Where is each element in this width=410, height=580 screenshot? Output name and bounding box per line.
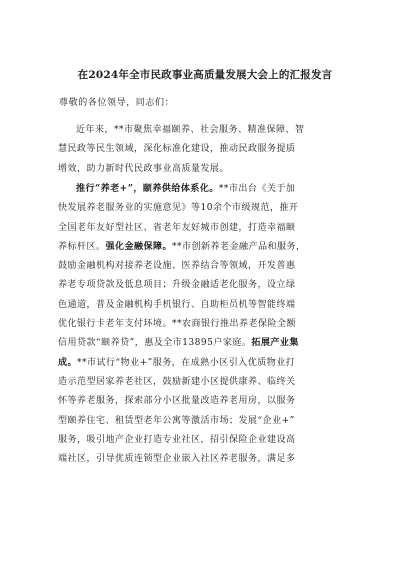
paragraph-line (58, 199, 358, 218)
paragraph-intro (58, 121, 358, 179)
paragraph-line (58, 450, 358, 469)
body-text: 信用贷款“颐养贷”，惠及全市13895户家庭。 (58, 338, 252, 349)
body-text: 全国老年友好型社区、省老年友好城市创建，打造幸福颐 (58, 222, 296, 233)
body-text: 优化银行卡老年支付环境。**农商银行推出养老保险全额 (58, 319, 297, 330)
body-text: 鼓励金融机构对接养老设施、医养结合等领域，开发普惠 (58, 261, 296, 272)
paragraph-line (58, 238, 358, 257)
paragraph-line (58, 412, 358, 431)
body-text: 造示范型居家养老社区，鼓励新建小区提供康养、临终关 (58, 376, 296, 387)
bold-heading-text: 推行“养老+”，颐养供给体系化。 (76, 184, 219, 194)
paragraph-line (58, 431, 358, 450)
body-text: 服务，吸引地产企业打造专业社区，招引保险企业建设高 (58, 434, 296, 445)
paragraph-elderly-care (58, 180, 358, 469)
paragraph-line (58, 257, 358, 276)
paragraph-line (58, 373, 358, 392)
bold-heading-text: 成。 (58, 357, 78, 368)
paragraph-line (58, 296, 358, 315)
paragraph-line: 慧民政等民生领域，深化标准化建设，推动民政服务提质 (58, 144, 296, 155)
body-text: 色通道，普及金融机构手机银行、自助柜员机等智能终端 (58, 299, 296, 310)
paragraph-line: 近年来，**市聚焦幸福颐养、社会服务、精准保障、智 (76, 125, 305, 135)
body-text: 怀等养老服务，探索部分小区批量改造养老用房，以服务 (58, 396, 296, 407)
body-text: 养老专项贷款及低息项目；升级金融适老化服务，设立绿 (58, 280, 296, 291)
paragraph-line: 增效，助力新时代民政事业高质量发展。 (58, 163, 230, 174)
body-text: 快发展养老服务业的实施意见》等10余个市级规范，推开 (58, 203, 299, 214)
paragraph-line (58, 334, 358, 353)
salutation: 尊敬的各位领导，同志们： (59, 98, 175, 108)
document-title: 在2024年全市民政事业高质量发展大会上的汇报发言 (77, 69, 333, 81)
body-text: **市创新养老金融产品和服务， (172, 241, 306, 252)
body-text: 端社区，引导优质连锁型企业嵌入社区养老服务，满足多 (58, 454, 296, 465)
body-text: 型颐养住宅、租赁型老年公寓等激活市场；发展“企业+” (58, 415, 295, 426)
body-text: **市试行“物业+”服务，在成熟小区引入优质物业打 (77, 357, 296, 368)
bold-heading-text: 强化金融保障。 (105, 241, 173, 252)
paragraph-line (58, 219, 358, 238)
body-text: 养标杆区。 (58, 241, 106, 252)
paragraph-line (58, 276, 358, 295)
paragraph-line (58, 392, 358, 411)
paragraph-line (58, 315, 358, 334)
paragraph-line (58, 180, 358, 199)
bold-heading-text: 拓展产业集 (251, 338, 299, 349)
paragraph-line (58, 354, 358, 373)
body-text: **市出台《关于加 (218, 184, 296, 194)
